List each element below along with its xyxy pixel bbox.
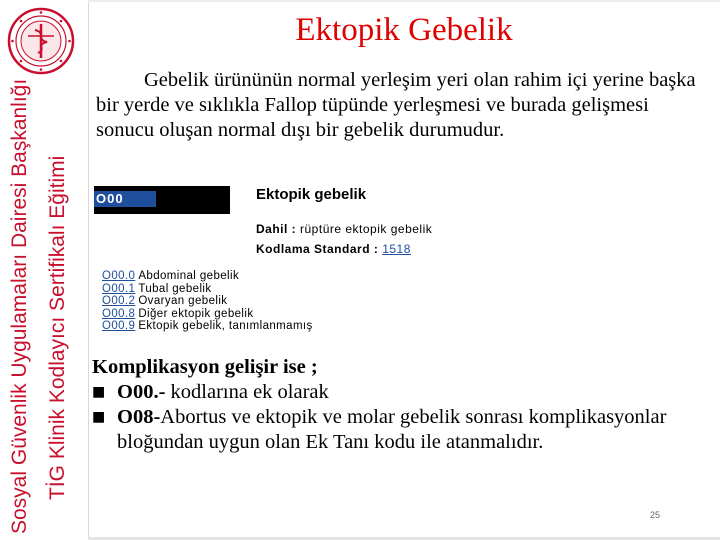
ministry-seal-icon <box>6 6 76 76</box>
list-item <box>102 295 313 308</box>
complications-section <box>92 355 702 455</box>
code-screenshot <box>94 186 439 332</box>
standard-link[interactable]: 1518 <box>382 242 411 256</box>
definition-paragraph <box>96 68 708 143</box>
bullet-code: O00.- <box>117 381 166 403</box>
subcode-list <box>102 270 313 333</box>
bullet-item <box>92 380 702 405</box>
definition-text: Gebelik ürününün normal yerleşim yeri olan rahim içi yerine başka bir yerde ve sıklıkla Fallop tüpünde yerleşmesi ve burada gelişmesi sonucu oluşan normal dışı bir gebelik durumudur. <box>96 69 696 141</box>
subcode-link[interactable]: O00.8 <box>102 307 136 320</box>
bullet-code: O08- <box>117 406 161 428</box>
code-header-bar <box>94 186 230 214</box>
includes-label: Dahil : <box>256 222 297 236</box>
bullet-item <box>92 405 702 455</box>
slide-title: Ektopik Gebelik <box>295 12 513 48</box>
subcode-label: Ovaryan gebelik <box>138 295 228 307</box>
list-item <box>102 308 313 321</box>
sidebar-title-line1: Sosyal Güvenlik Uygulamaları Dairesi Başkanlığı <box>8 78 31 534</box>
frame-top-border <box>88 0 720 2</box>
subcode-label: Tubal gebelik <box>138 282 212 295</box>
complications-heading: Komplikasyon gelişir ise ; <box>92 356 318 378</box>
sidebar <box>0 0 88 540</box>
subcode-link[interactable]: O00.1 <box>102 282 136 295</box>
code-includes <box>256 222 432 236</box>
subcode-link[interactable]: O00.0 <box>102 270 136 282</box>
bullet-text: kodlarına ek olarak <box>165 381 329 403</box>
list-item <box>102 270 313 283</box>
list-item <box>102 283 313 296</box>
subcode-label: Abdominal gebelik <box>138 270 240 282</box>
page-number: 25 <box>650 510 661 520</box>
standard-label: Kodlama Standard : <box>256 242 379 256</box>
code-title: Ektopik gebelik <box>256 186 367 203</box>
sidebar-title-line2: TİG Klinik Kodlayıcı Sertifikalı Eğitimi <box>46 155 69 500</box>
bullet-square-icon: ■ <box>92 409 106 425</box>
bullet-text: Abortus ve ektopik ve molar gebelik sonrası komplikasyonlar bloğundan uygun olan Ek Tanı kodu ile atanmalıdır. <box>117 406 667 453</box>
includes-value: rüptüre ektopik gebelik <box>300 222 433 236</box>
list-item <box>102 320 313 333</box>
bullet-square-icon: ■ <box>92 384 106 400</box>
subcode-label: Ektopik gebelik, tanımlanmamış <box>138 320 313 332</box>
coding-standard <box>256 242 411 256</box>
subcode-link[interactable]: O00.2 <box>102 295 136 307</box>
subcode-link[interactable]: O00.9 <box>102 320 136 332</box>
code-label: O00 <box>94 191 156 207</box>
subcode-label: Diğer ektopik gebelik <box>138 307 254 320</box>
